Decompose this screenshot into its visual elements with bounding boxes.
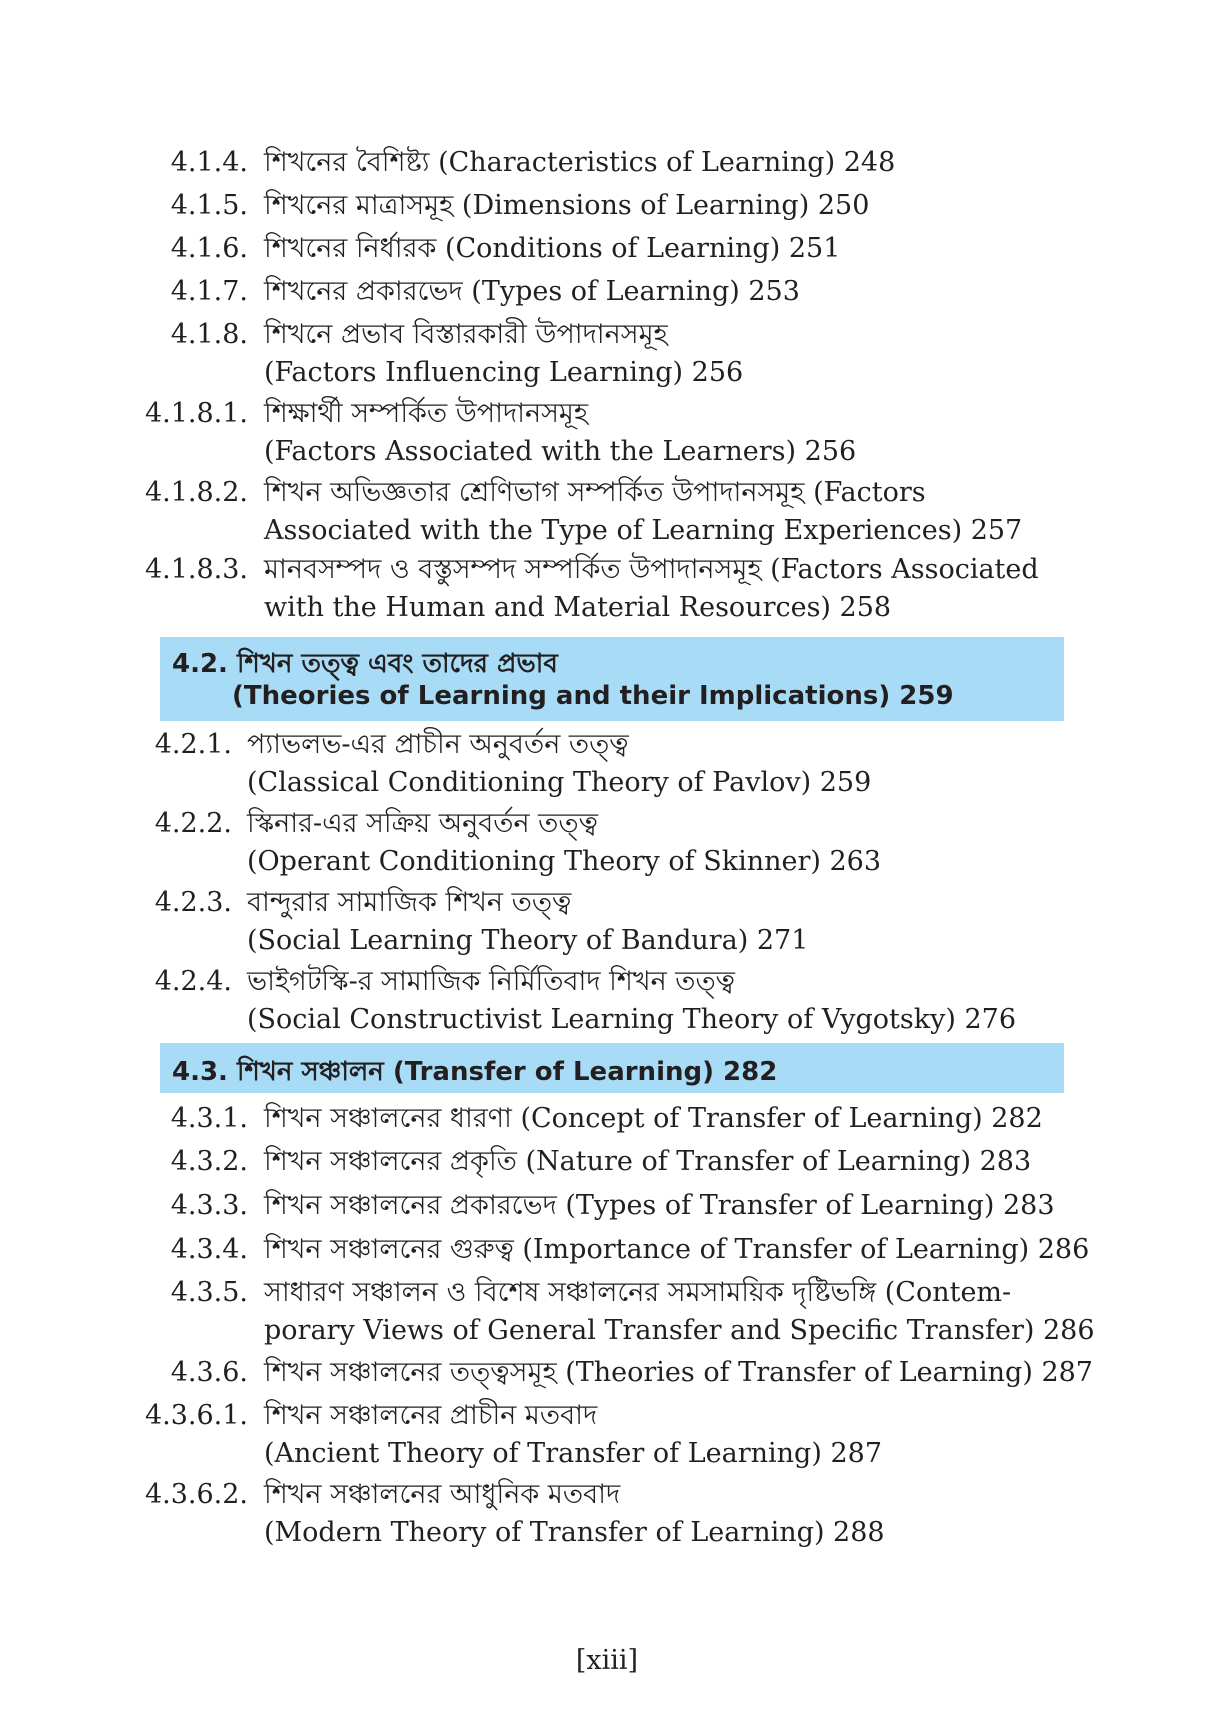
entry-text: ভাইগটস্কি-র সামাজিক নির্মিতিবাদ শিখন তত্ত্ব	[247, 966, 735, 997]
entry-number: 4.1.5.	[170, 190, 248, 221]
entry-text: (Social Constructivist Learning Theory of Vygotsky) 276	[247, 1004, 1017, 1035]
entry-text: with the Human and Material Resources) 258	[264, 592, 892, 623]
section-subtitle: (Theories of Learning and their Implications) 259	[232, 681, 954, 711]
entry-text: বান্দুরার সামাজিক শিখন তত্ত্ব	[247, 887, 572, 918]
entry-text: শিখন সঞ্চালনের প্রকারভেদ (Types of Transfer of Learning) 283	[264, 1190, 1055, 1221]
entry-number: 4.1.7.	[170, 276, 248, 307]
entry-text: শিখনের নির্ধারক (Conditions of Learning) 251	[264, 233, 841, 264]
entry-text: প্যাভলভ-এর প্রাচীন অনুবর্তন তত্ত্ব	[247, 729, 629, 760]
entry-text: porary Views of General Transfer and Specific Transfer) 286	[264, 1315, 1095, 1346]
entry-text: (Social Learning Theory of Bandura) 271	[247, 925, 809, 956]
section-title: 4.2. শিখন তত্ত্ব এবং তাদের প্রভাব	[172, 649, 558, 679]
entry-text: (Factors Influencing Learning) 256	[264, 357, 744, 388]
entry-text: মানবসম্পদ ও বস্তুসম্পদ সম্পর্কিত উপাদানসমূহ (Factors Associated	[264, 554, 1039, 585]
entry-number: 4.2.4.	[154, 966, 232, 997]
entry-text: শিখন সঞ্চালনের প্রাচীন মতবাদ	[264, 1400, 598, 1431]
entry-text: শিখনের মাত্রাসমূহ (Dimensions of Learning) 250	[264, 190, 870, 221]
entry-text: শিখন সঞ্চালনের আধুনিক মতবাদ	[264, 1479, 621, 1510]
entry-number: 4.3.3.	[170, 1190, 248, 1221]
entry-text: সাধারণ সঞ্চালন ও বিশেষ সঞ্চালনের সমসাময়িক দৃষ্টিভঙ্গি (Contem-	[264, 1277, 1012, 1308]
section-heading-4-2	[160, 637, 1064, 721]
entry-number: 4.3.2.	[170, 1146, 248, 1177]
entry-number: 4.3.6.	[170, 1357, 248, 1388]
entry-text: (Modern Theory of Transfer of Learning) 288	[264, 1517, 885, 1548]
entry-text: শিখনে প্রভাব বিস্তারকারী উপাদানসমূহ	[264, 319, 668, 350]
entry-number: 4.2.2.	[154, 808, 232, 839]
entry-text: শিখন সঞ্চালনের প্রকৃতি (Nature of Transfer of Learning) 283	[264, 1146, 1032, 1177]
entry-number: 4.1.6.	[170, 233, 248, 264]
entry-text: শিখন সঞ্চালনের তত্ত্বসমূহ (Theories of Transfer of Learning) 287	[264, 1357, 1093, 1388]
entry-text: স্কিনার-এর সক্রিয় অনুবর্তন তত্ত্ব	[247, 808, 598, 839]
entry-number: 4.1.8.2.	[144, 477, 248, 508]
entry-number: 4.3.5.	[170, 1277, 248, 1308]
entry-text: শিখন অভিজ্ঞতার শ্রেণিভাগ সম্পর্কিত উপাদানসমূহ (Factors	[264, 477, 926, 508]
entry-text: শিখন সঞ্চালনের গুরুত্ব (Importance of Transfer of Learning) 286	[264, 1234, 1090, 1265]
entry-text: (Classical Conditioning Theory of Pavlov) 259	[247, 767, 872, 798]
entry-text: শিক্ষার্থী সম্পর্কিত উপাদানসমূহ	[264, 398, 589, 429]
entry-number: 4.2.1.	[154, 729, 232, 760]
entry-number: 4.1.8.3.	[144, 554, 248, 585]
page-number: [xiii]	[575, 1645, 639, 1676]
entry-number: 4.3.6.1.	[144, 1400, 248, 1431]
entry-number: 4.1.8.1.	[144, 398, 248, 429]
entry-text: Associated with the Type of Learning Experiences) 257	[264, 515, 1023, 546]
entry-text: (Ancient Theory of Transfer of Learning) 287	[264, 1438, 882, 1469]
entry-text: শিখন সঞ্চালনের ধারণা (Concept of Transfer of Learning) 282	[264, 1103, 1043, 1134]
entry-text: শিখনের প্রকারভেদ (Types of Learning) 253	[264, 276, 800, 307]
entry-number: 4.3.1.	[170, 1103, 248, 1134]
entry-text: (Factors Associated with the Learners) 256	[264, 436, 857, 467]
section-title: 4.3. শিখন সঞ্চালন (Transfer of Learning) 282	[172, 1057, 778, 1087]
entry-text: (Operant Conditioning Theory of Skinner) 263	[247, 846, 882, 877]
entry-number: 4.3.4.	[170, 1234, 248, 1265]
entry-text: শিখনের বৈশিষ্ট্য (Characteristics of Learning) 248	[264, 147, 896, 178]
entry-number: 4.2.3.	[154, 887, 232, 918]
entry-number: 4.3.6.2.	[144, 1479, 248, 1510]
entry-number: 4.1.8.	[170, 319, 248, 350]
entry-number: 4.1.4.	[170, 147, 248, 178]
section-heading-4-3	[160, 1043, 1064, 1093]
